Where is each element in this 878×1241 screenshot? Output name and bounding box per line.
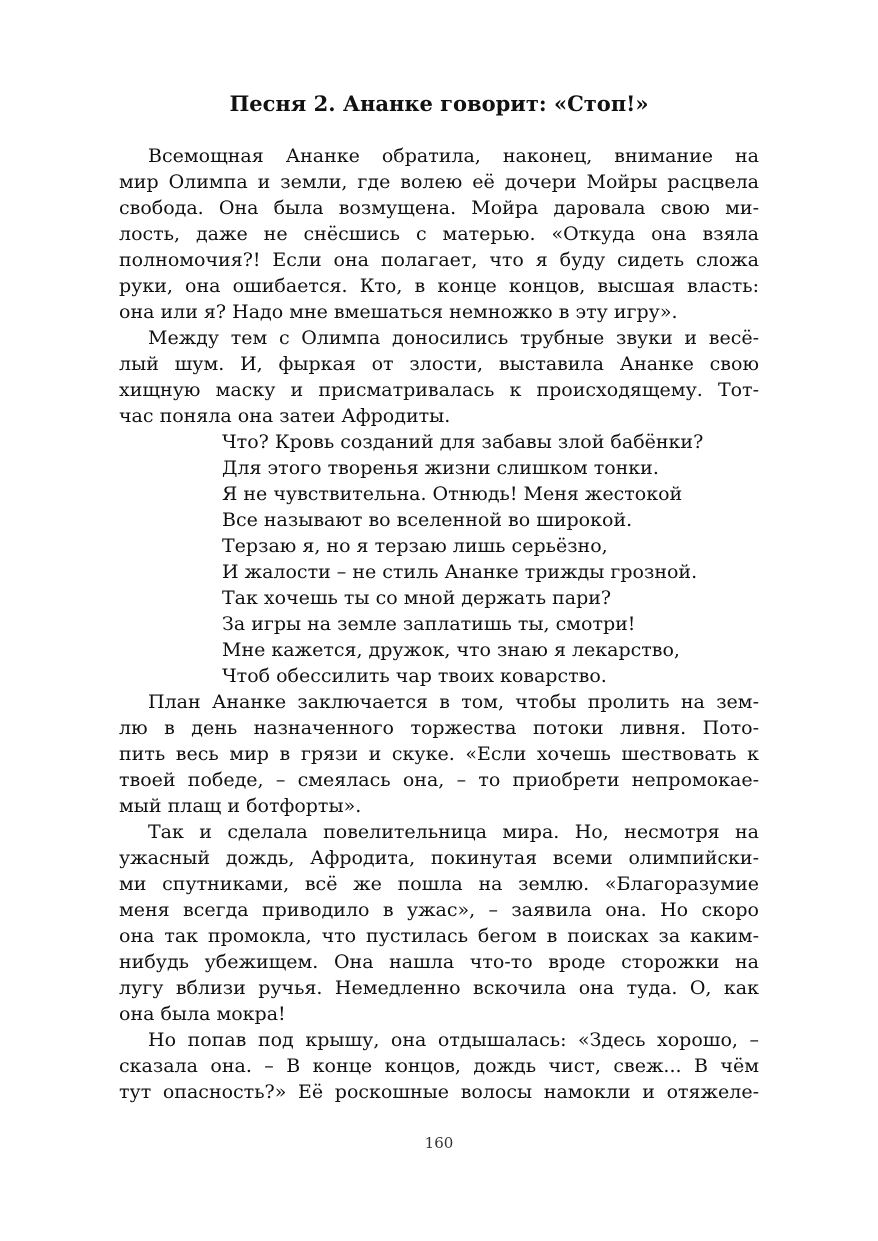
text-line: руки, она ошибается. Кто, в конце концов, высшая власть: (119, 275, 759, 297)
text-body (119, 143, 759, 1105)
text-line: лю в день назначенного торжества потоки ливня. Пото- (119, 717, 759, 739)
paragraph (119, 143, 759, 325)
text-line: пить весь мир в грязи и скуке. «Если хочешь шествовать к (119, 743, 759, 765)
text-line: меня всегда приводило в ужас», – заявила она. Но скоро (119, 899, 759, 921)
text-line: План Ананке заключается в том, чтобы пролить на зем- (148, 691, 759, 713)
text-line: свобода. Она была возмущена. Мойра даровала свою ми- (119, 197, 759, 219)
text-line: Но попав под крышу, она отдышалась: «Здесь хорошо, – (148, 1029, 759, 1051)
chapter-title: Песня 2. Ананке говорит: «Стоп!» (229, 91, 649, 116)
text-line: ужасный дождь, Афродита, покинутая всеми олимпийски- (119, 847, 759, 869)
verse-line: Я не чувствительна. Отнюдь! Меня жестокой (222, 483, 683, 505)
paragraph (119, 325, 759, 429)
text-line: Всемощная Ананке обратила, наконец, внимание на (148, 145, 759, 167)
text-line: лугу вблизи ручья. Немедленно вскочила она туда. О, как (119, 977, 759, 999)
text-line: она или я? Надо мне вмешаться немножко в эту игру». (119, 301, 678, 323)
text-line: мый плащ и ботфорты». (119, 795, 362, 817)
verse-line: Чтоб обессилить чар твоих коварство. (222, 665, 607, 687)
text-line: нибудь убежищем. Она нашла что-то вроде сторожки на (119, 951, 759, 973)
verse-line: Мне кажется, дружок, что знаю я лекарство, (222, 639, 680, 661)
verse-line: И жалости – не стиль Ананке трижды грозной. (222, 561, 698, 583)
paragraph (119, 1027, 759, 1105)
text-line: полномочия?! Если она полагает, что я буду сидеть сложа (119, 249, 759, 271)
text-line: хищную маску и присматривалась к происходящему. Тот- (119, 379, 759, 401)
text-line: мир Олимпа и земли, где волею её дочери Мойры расцвела (119, 171, 759, 193)
text-line: она так промокла, что пустилась бегом в поисках за каким- (119, 925, 759, 947)
verse-line: За игры на земле заплатишь ты, смотри! (222, 613, 636, 635)
text-line: Так и сделала повелительница мира. Но, несмотря на (148, 821, 759, 843)
text-line: она была мокра! (119, 1003, 286, 1025)
verse-block (119, 429, 759, 689)
verse-line: Так хочешь ты со мной держать пари? (222, 587, 612, 609)
text-line: тут опасность?» Её роскошные волосы намокли и отяжеле- (119, 1081, 759, 1103)
text-line: лость, даже не снёсшись с матерью. «Откуда она взяла (119, 223, 759, 245)
text-line: ми спутниками, всё же пошла на землю. «Благоразумие (119, 873, 759, 895)
text-line: сказала она. – В конце концов, дождь чист, свеж... В чём (119, 1055, 759, 1077)
verse-line: Все называют во вселенной во широкой. (222, 509, 633, 531)
verse-line: Для этого творенья жизни слишком тонки. (222, 457, 659, 479)
verse-line: Терзаю я, но я терзаю лишь серьёзно, (222, 535, 608, 557)
verse-line: Что? Кровь созданий для забавы злой бабёнки? (222, 431, 704, 453)
page-number: 160 (424, 1134, 454, 1152)
text-line: Между тем с Олимпа доносились трубные звуки и весё- (148, 327, 759, 349)
text-line: лый шум. И, фыркая от злости, выставила Ананке свою (119, 353, 759, 375)
text-line: твоей победе, – смеялась она, – то приобрети непромокае- (119, 769, 759, 791)
text-line: час поняла она затеи Афродиты. (119, 405, 451, 427)
paragraph (119, 689, 759, 819)
paragraph (119, 819, 759, 1027)
